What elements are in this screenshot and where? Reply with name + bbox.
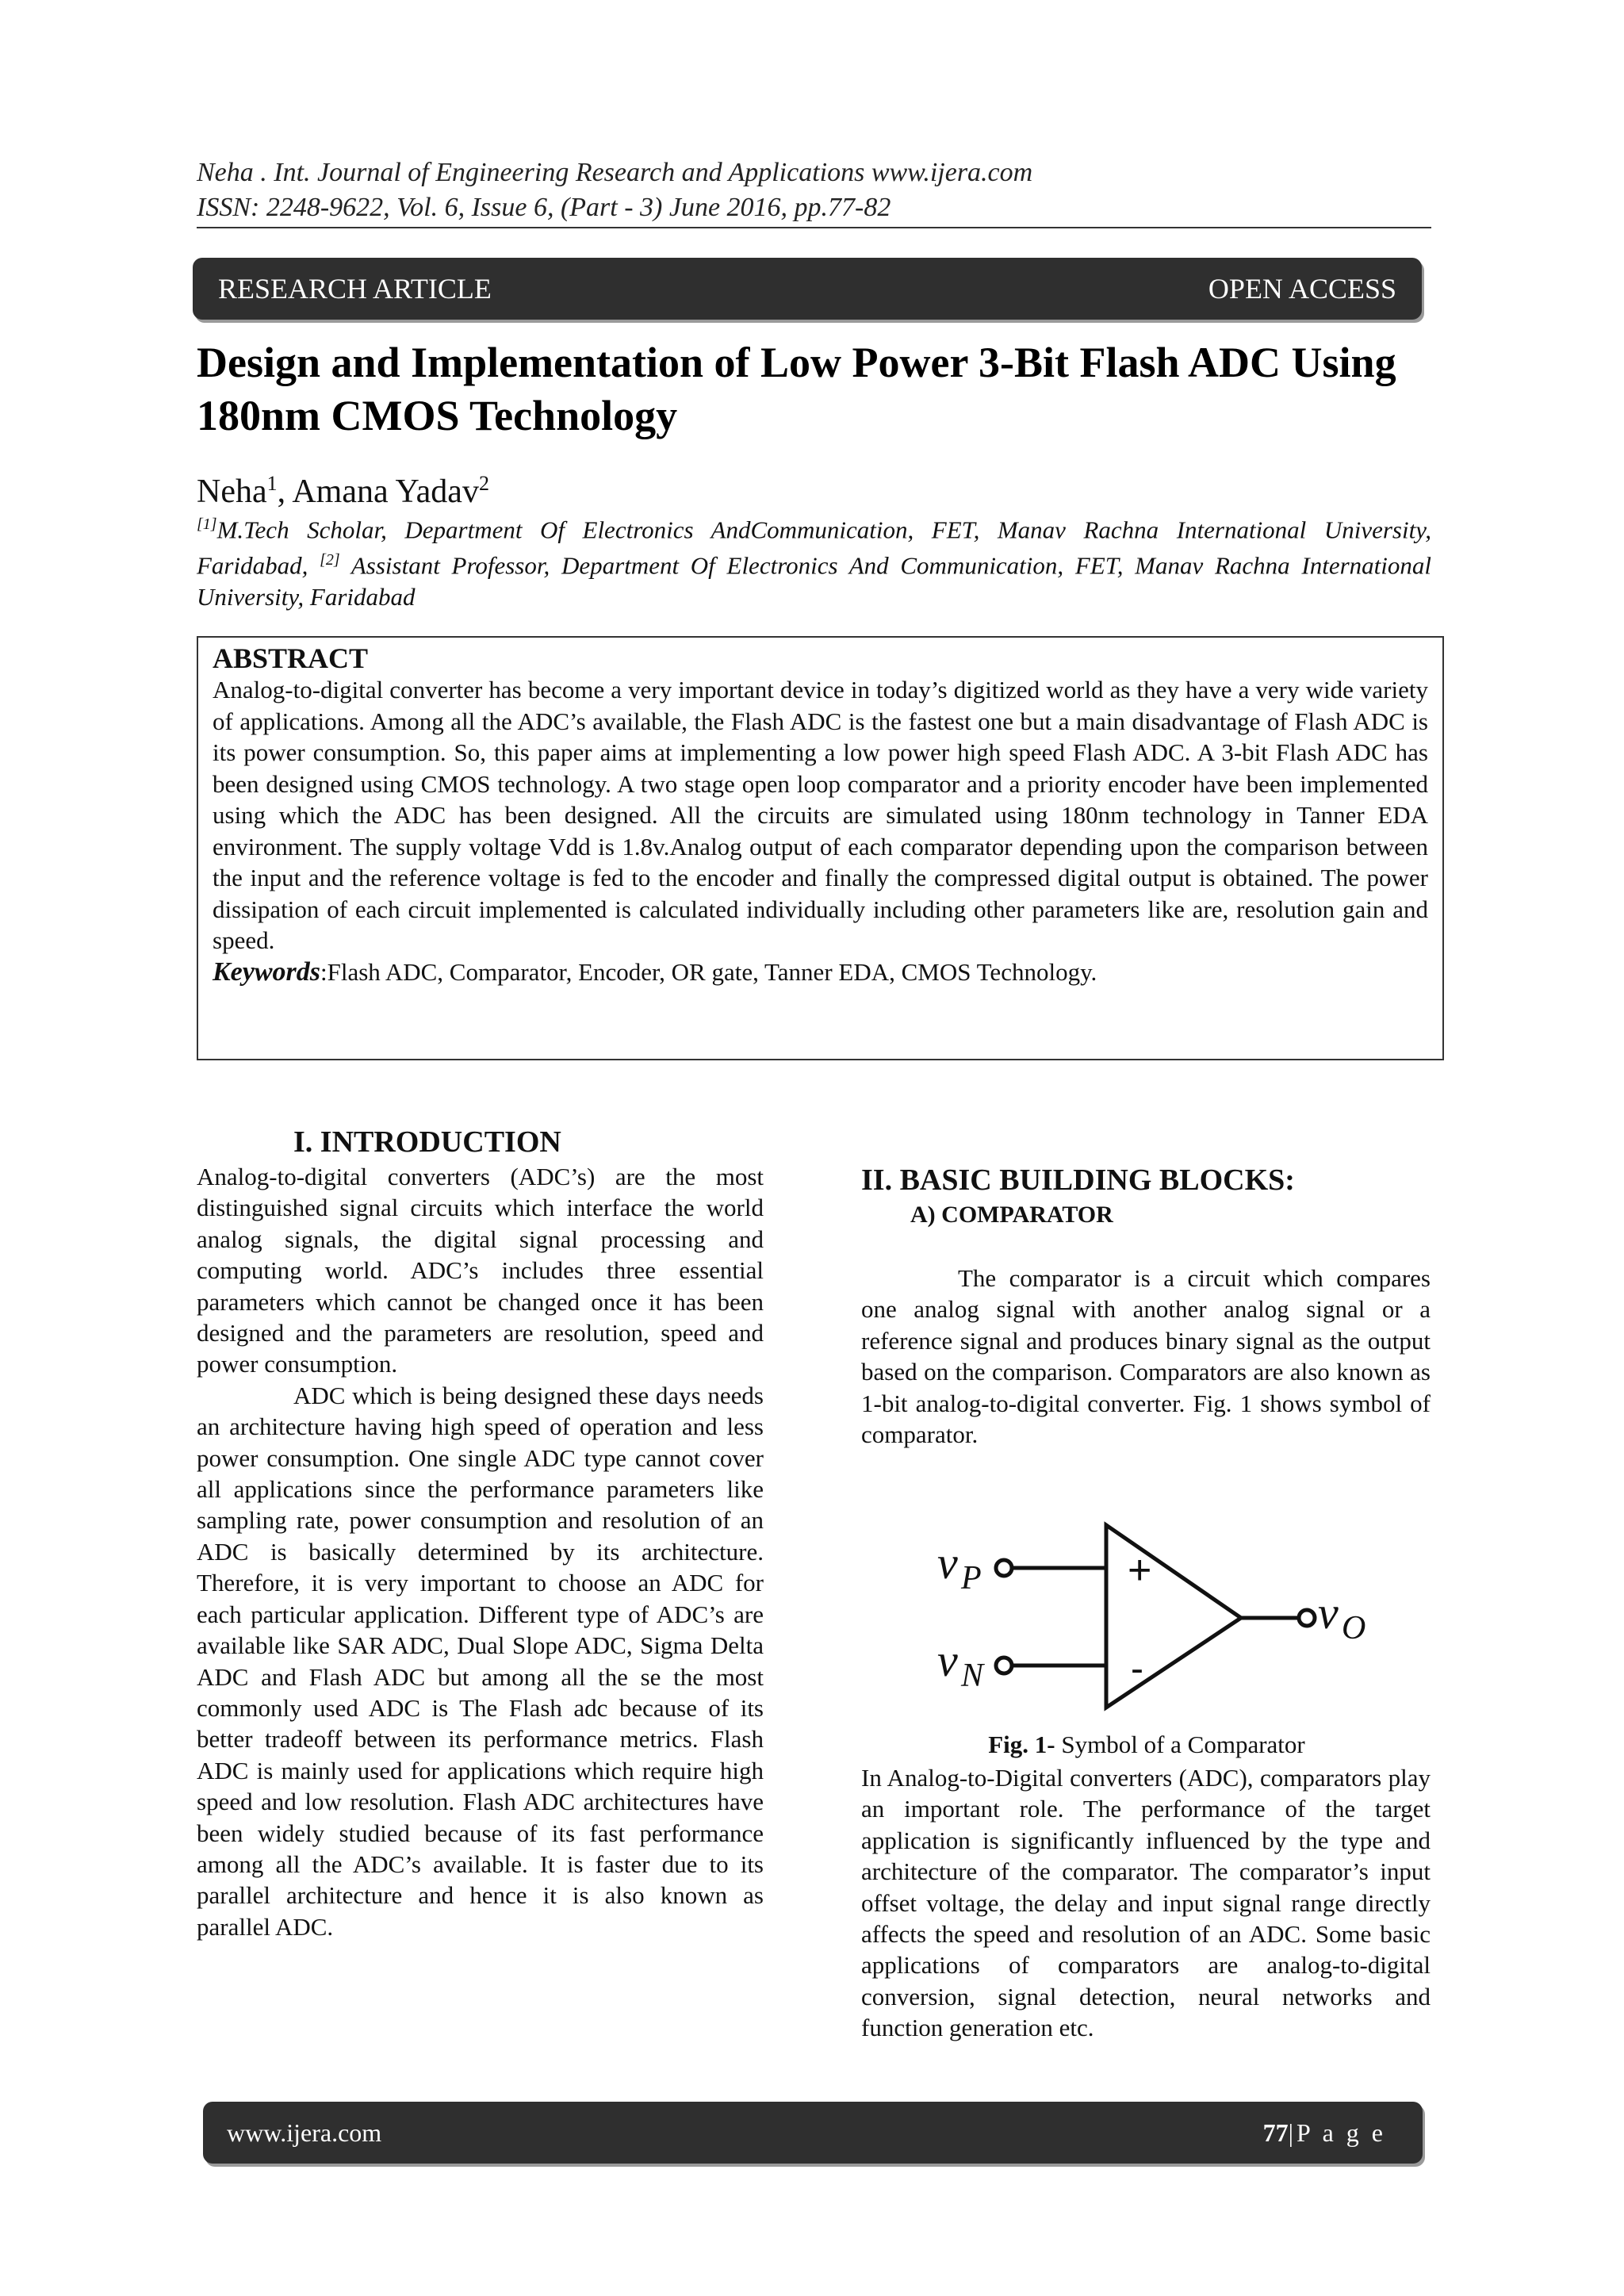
footer-url: www.ijera.com [227, 2118, 382, 2147]
comparator-subheading: A) COMPARATOR [910, 1202, 1113, 1228]
footer-page-number: 77 [1262, 2118, 1289, 2147]
figure-1-caption-label: Fig. 1- [988, 1731, 1055, 1758]
comparator-text-1: The comparator is a circuit which compares one analog signal with another analog signal or a reference signal and produces binary signal as the output based on the comparison. Comparators are also known as 1-bit analog-to-digital converter. Fig. 1 shows symbol of comparator. [861, 1264, 1431, 1449]
figure-1-caption [861, 1729, 1432, 1761]
comparator-paragraph-2 [861, 1762, 1431, 2044]
intro-column [197, 1161, 764, 1942]
author-1-sup: 1 [266, 472, 278, 495]
author-2-sup: 2 [478, 472, 489, 495]
comparator-symbol-figure [920, 1511, 1411, 1717]
keywords [213, 956, 1428, 988]
section2-heading: II. BASIC BUILDING BLOCKS: [861, 1163, 1295, 1197]
affil-text-1: M.Tech Scholar, Department Of Electronics AndCommunication, FET, Manav Rachna International University, Faridabad, [197, 516, 1431, 580]
affil-sup-1: [1] [197, 516, 217, 533]
open-access-label: OPEN ACCESS [1208, 273, 1396, 305]
vo-label-main: v [1318, 1587, 1339, 1639]
journal-header-line1: Neha . Int. Journal of Engineering Research and Applications www.ijera.com [197, 158, 1033, 187]
author-1: Neha [197, 473, 267, 510]
affil-text-2: Assistant Professor, Department Of Electronics And Communication, FET, Manav Rachna International University, Faridabad [197, 551, 1431, 611]
article-type-banner [193, 258, 1422, 320]
intro-paragraph-2: ADC which is being designed these days needs an architecture having high speed of operation and less power consumption. One single ADC type cannot cover all applications since the performance parameters like sampling rate, power consumption and resolution of an ADC is basically determined by its architecture. Therefore, it is very important to choose an ADC for each particular application. Different type of ADC’s are available like SAR ADC, Dual Slope ADC, Sigma Delta ADC and Flash ADC but among all the se the most commonly used ADC is The Flash adc because of its better tradeoff between its performance metrics. Flash ADC is mainly used for applications which require high speed and low resolution. Flash ADC architectures have been widely studied because of its fast performance among all the ADC’s available. It is faster due to its parallel architecture and hence it is also known as parallel ADC. [197, 1381, 764, 1941]
minus-sign: - [1131, 1648, 1143, 1690]
figure-1-caption-text: Symbol of a Comparator [1055, 1731, 1305, 1758]
vo-terminal [1299, 1610, 1315, 1626]
vn-label-sub: N [961, 1658, 984, 1694]
page-footer [203, 2102, 1423, 2164]
plus-sign: + [1128, 1547, 1152, 1593]
author-list [197, 463, 489, 512]
intro-paragraph-1: Analog-to-digital converters (ADC’s) are the most distinguished signal circuits which interface the world analog signals, the digital signal processing and computing world. ADC’s includes three essential parameters which cannot be changed once it has been designed and the parameters are resolution, speed and power consumption. [197, 1163, 764, 1378]
author-2: Amana Yadav [292, 473, 479, 510]
comparator-paragraph-1 [861, 1263, 1431, 1450]
intro-heading: I. INTRODUCTION [293, 1125, 561, 1159]
header-rule [197, 227, 1431, 228]
vo-label-sub: O [1342, 1610, 1366, 1646]
comparator-diagram [996, 1525, 1315, 1708]
affil-sup-2: [2] [320, 551, 340, 569]
author-separator: , [277, 473, 293, 510]
vp-terminal [996, 1560, 1012, 1576]
abstract-box [197, 636, 1444, 1060]
vp-label-sub: P [961, 1560, 982, 1596]
footer-page [1263, 2118, 1386, 2148]
keywords-text: :Flash ADC, Comparator, Encoder, OR gate, Tanner EDA, CMOS Technology. [320, 957, 1097, 986]
paper-title: Design and Implementation of Low Power 3-Bit Flash ADC Using 180nm CMOS Technology [197, 339, 1396, 439]
comparator-text-2: In Analog-to-Digital converters (ADC), comparators play an important role. The performance of the target application is significantly influenced by the type and architecture of the comparator. The comparator’s input offset voltage, the delay and input signal range directly affects the speed and resolution of an ADC. Some basic applications of comparators are analog-to-digital conversion, signal detection, neural networks and function generation etc. [861, 1764, 1431, 2042]
abstract-body: Analog-to-digital converter has become a very important device in today’s digitized world as they have a very wide variety of applications. Among all the ADC’s available, the Flash ADC is the fastest one but a main disadvantage of Flash ADC is its power consumption. So, this paper aims at implementing a low power high speed Flash ADC. A 3-bit Flash ADC has been designed using CMOS technology. A two stage open loop comparator and a priority encoder have been implemented using which the ADC has been designed. All the circuits are simulated using 180nm technology in Tanner EDA environment. The supply voltage Vdd is 1.8v.Analog output of each comparator depending upon the comparison between the input and the reference voltage is fed to the encoder and finally the compressed digital output is obtained. The power dissipation of each circuit implemented is calculated individually including other parameters like are, resolution gain and speed. [213, 676, 1428, 954]
affiliation [197, 509, 1431, 612]
keywords-label: Keywords [213, 956, 320, 987]
journal-header [197, 155, 1032, 225]
research-article-label: RESEARCH ARTICLE [218, 273, 492, 305]
journal-header-line2: ISSN: 2248-9622, Vol. 6, Issue 6, (Part - 3) June 2016, pp.77-82 [197, 193, 891, 222]
footer-page-label: |P a g e [1288, 2118, 1386, 2147]
abstract-heading: ABSTRACT [213, 642, 369, 674]
vn-label-main: v [937, 1635, 958, 1686]
comparator-triangle [1106, 1525, 1241, 1708]
vn-terminal [996, 1658, 1012, 1673]
vp-label-main: v [937, 1537, 958, 1589]
